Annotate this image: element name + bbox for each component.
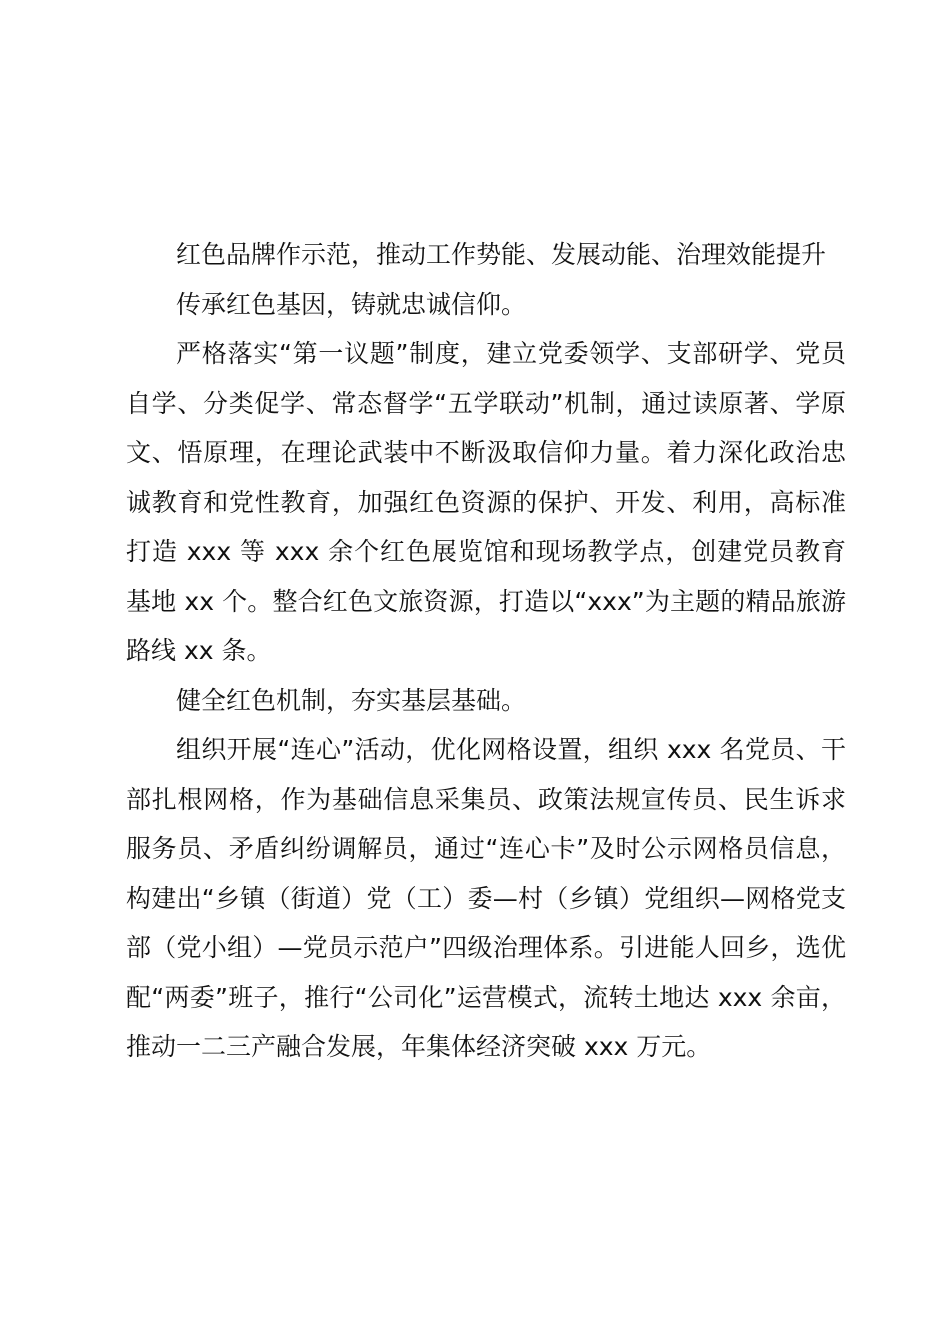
subheading-red-gene: 传承红色基因，铸就忠诚信仰。 (176, 289, 527, 319)
section-heading: 红色品牌作示范，推动工作势能、发展动能、治理效能提升 (176, 240, 827, 269)
document-body (126, 230, 846, 1072)
subheading-red-mechanism: 健全红色机制，夯实基层基础。 (176, 685, 527, 715)
body-paragraph-first-topic: 严格落实“第一议题”制度，建立党委领学、支部研学、党员自学、分类促学、常态督学“五学联动”机制，通过读原著、学原文、悟原理，在理论武装中不断汲取信仰力量。着力深化政治忠诚教育和党性教育，加强红色资源的保护、开发、利用，高标准打造 xxx 等 xxx 余个红色展览馆和现场教学点，创建党员教育基地 xx 个。整合红色文旅资源，打造以“xxx”为主题的精品旅游路线 xx 条。 (126, 339, 846, 665)
body-paragraph-heart-activity: 组织开展“连心”活动，优化网格设置，组织 xxx 名党员、干部扎根网格，作为基础信息采集员、政策法规宣传员、民生诉求服务员、矛盾纠纷调解员，通过“连心卡”及时公示网格员信息，构建出“乡镇（街道）党（工）委—村（乡镇）党组织—网格党支部（党小组）—党员示范户”四级治理体系。引进能人回乡，选优配“两委”班子，推行“公司化”运营模式，流转土地达 xxx 余亩，推动一二三产融合发展，年集体经济突破 xxx 万元。 (126, 735, 846, 1061)
